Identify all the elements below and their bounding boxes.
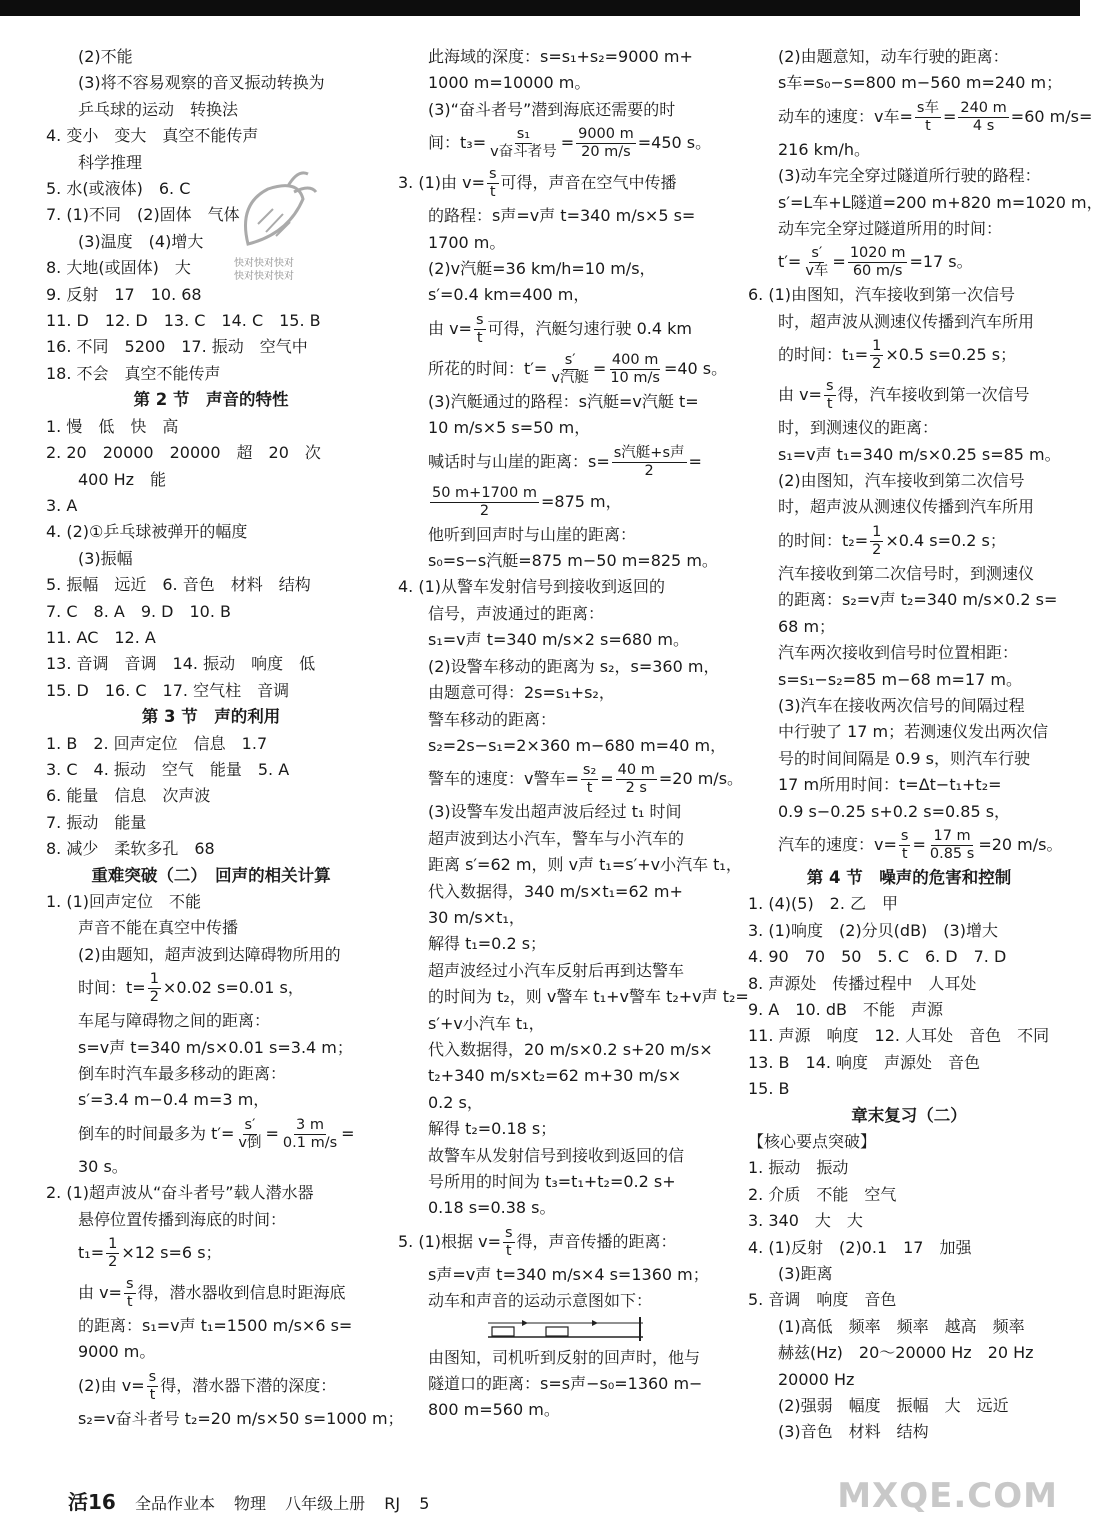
answer-line: 2. 介质 不能 空气 <box>748 1184 897 1204</box>
answer-line: (3)汽艇通过的路程：s汽艇=v汽艇 t= <box>428 391 699 411</box>
fraction <box>803 245 830 280</box>
answer-line: (3)将不容易观察的音叉振动转换为 <box>78 73 325 93</box>
answer-line <box>398 1222 736 1262</box>
answer-line: 号的时间间隔是 0.9 s，则汽车行驶 <box>778 748 1030 768</box>
answer-line: 30 m/s×t₁， <box>428 907 525 927</box>
answer-line: 5. 水(或液体) 6. C <box>46 179 191 199</box>
formula-text: = <box>942 106 957 126</box>
answer-line: 9000 m。 <box>78 1342 156 1362</box>
fraction <box>148 971 161 1006</box>
footer-grade: 八年级上册 <box>285 1494 366 1513</box>
answer-line: 由题意可得：2s=s₁+s₂， <box>428 683 615 703</box>
fraction-numerator: s <box>488 166 497 183</box>
answer-line: 号所用的时间为 t₃=t₁+t₂=0.2 s+ <box>428 1172 676 1191</box>
fraction-numerator: s车 <box>916 99 939 116</box>
fraction-denominator: 20 m/s <box>581 144 631 161</box>
fraction-numerator: s <box>900 827 909 844</box>
fraction-denominator: 0.85 s <box>929 845 975 862</box>
answer-line: 【核心要点突破】 <box>748 1132 877 1151</box>
fraction-denominator: v倒 <box>238 1134 262 1151</box>
answer-line <box>46 1366 376 1406</box>
fraction-denominator: 0.1 m/s <box>282 1134 338 1151</box>
answer-line <box>748 335 1070 375</box>
answer-line: 4. (2)①乒乓球被弹开的幅度 <box>46 522 248 542</box>
formula-text: =20 m/s。 <box>978 834 1063 854</box>
answer-column-middle <box>398 44 749 1424</box>
fraction <box>870 338 883 373</box>
fraction <box>915 100 941 135</box>
fraction-numerator: s <box>825 378 834 395</box>
answer-line: 18. 不会 真空不能传声 <box>46 363 221 383</box>
fraction <box>870 524 883 559</box>
fraction-denominator: t <box>489 184 496 201</box>
answer-line: (3)音色 材料 结构 <box>778 1422 929 1442</box>
answer-line <box>748 242 1070 282</box>
answer-line: 7. C 8. A 9. D 10. B <box>46 601 232 621</box>
answer-line: 3. A <box>46 495 78 515</box>
fraction-denominator: 2 <box>872 541 882 558</box>
answer-line: 1. B 2. 回声定位 信息 1.7 <box>46 733 268 753</box>
fraction-denominator: 2 <box>149 989 159 1006</box>
answer-line: 汽车接收到第二次信号时，到测速仪 <box>778 563 1035 583</box>
answer-line: 3. (1)响度 (2)分贝(dB) (3)增大 <box>748 920 998 940</box>
formula-text: 倒车的时间最多为 t′= <box>78 1123 235 1143</box>
answer-line <box>398 163 736 203</box>
answer-line <box>748 521 1070 561</box>
answer-line: (3)汽车在接收两次信号的间隔过程 <box>778 695 1025 715</box>
fraction-denominator: t <box>586 780 593 797</box>
fraction <box>928 828 976 863</box>
fraction <box>503 1225 515 1260</box>
footer-page-number: 5 <box>419 1494 430 1513</box>
answer-line: 3. C 4. 振动 空气 能量 5. A <box>46 759 290 779</box>
answer-line: 13. B 14. 响度 声源处 音色 <box>748 1052 981 1072</box>
fraction <box>616 762 657 797</box>
answer-line <box>748 375 1070 415</box>
answer-column-right <box>748 44 1103 1446</box>
fraction-denominator: 2 <box>479 502 490 519</box>
answer-line: s′=3.4 m−0.4 m=3 m， <box>78 1090 270 1110</box>
formula-text: 间：t₃= <box>428 133 487 153</box>
answer-line: 故警车从发射信号到接收到返回的信 <box>428 1145 685 1165</box>
answer-line: 1. 振动 振动 <box>748 1158 849 1178</box>
answer-line: 8. 大地(或固体) 大 <box>46 258 191 278</box>
formula-text: 的时间：t₂= <box>778 530 869 550</box>
answer-line: (3)“奋斗者号”潜到海底还需要的时 <box>428 99 676 119</box>
answer-line: 5. 振幅 远近 6. 音色 材料 结构 <box>46 575 311 595</box>
fraction-denominator: 2 <box>108 1254 118 1271</box>
answer-line: 的路程：s声=v声 t=340 m/s×5 s= <box>428 206 696 226</box>
footer-edition: RJ <box>384 1494 401 1513</box>
answer-line: 11. D 12. D 13. C 14. C 15. B <box>46 311 321 331</box>
fraction <box>608 352 662 387</box>
fraction <box>576 126 636 161</box>
answer-line: 4. (1)从警车发射信号到接收到返回的 <box>398 577 666 597</box>
formula-text: 动车的速度：v车= <box>778 106 913 126</box>
fraction-denominator: 10 m/s <box>610 369 660 386</box>
answer-line: 代入数据得，340 m/s×t₁=62 m+ <box>428 881 683 901</box>
answer-line: 30 s。 <box>78 1156 128 1176</box>
formula-text: ×0.02 s=0.01 s， <box>162 978 304 998</box>
answer-line: 时，到测速仪的距离： <box>778 418 939 438</box>
fraction <box>581 762 598 797</box>
fraction-numerator: 40 m <box>617 762 655 779</box>
formula-text: =875 m， <box>540 491 622 511</box>
formula-text: =60 m/s= <box>1010 106 1093 126</box>
fraction-numerator: 400 m <box>611 351 659 368</box>
answer-line: 11. AC 12. A <box>46 627 156 647</box>
fraction <box>147 1369 159 1404</box>
answer-line: 他听到回声时与山崖的距离： <box>428 524 637 544</box>
answer-line: s声=v声 t=340 m/s×4 s=1360 m； <box>428 1264 709 1284</box>
fraction-numerator: s′ <box>811 245 823 262</box>
fraction-numerator: 3 m <box>296 1116 324 1133</box>
formula-text: 可得，声音在空气中传播 <box>500 173 677 193</box>
answer-line: 距离 s′=62 m，则 v声 t₁=s′+v小汽车 t₁， <box>428 855 742 875</box>
answer-line: 7. 振动 能量 <box>46 812 147 832</box>
formula-text: 汽车的速度：v= <box>778 834 897 854</box>
fraction-denominator: t <box>925 117 931 134</box>
fraction <box>430 485 539 520</box>
fraction <box>899 828 911 863</box>
answer-line: 6. 能量 信息 次声波 <box>46 786 211 806</box>
answer-line: (2)强弱 幅度 振幅 大 远近 <box>778 1396 1009 1416</box>
answer-line: 800 m=560 m。 <box>428 1400 560 1420</box>
answer-line: s₁=v声 t=340 m/s×2 s=680 m。 <box>428 630 689 650</box>
fraction-denominator: v奋斗者号 <box>490 144 557 161</box>
answer-line: 动车完全穿过隧道所用的时间： <box>778 219 1003 239</box>
fraction <box>106 1236 119 1271</box>
footer-brand: 活16 <box>68 1490 116 1514</box>
section-heading: 第 4 节 噪声的危害和控制 <box>806 867 1012 887</box>
answer-line <box>748 97 1093 137</box>
fraction-denominator: 60 m/s <box>852 263 903 280</box>
answer-line: 1. (4)(5) 2. 乙 甲 <box>748 894 899 914</box>
answer-line <box>46 1273 376 1313</box>
formula-text: 喊话时与山崖的距离：s= <box>428 451 610 471</box>
formula-text: 由 v= <box>778 385 822 405</box>
formula-text: 5. (1)根据 v= <box>398 1231 501 1251</box>
answer-line: 2. 20 20000 20000 超 20 次 <box>46 443 321 463</box>
train-car <box>492 1327 514 1336</box>
answer-line: (2)v汽艇=36 km/h=10 m/s， <box>428 259 656 279</box>
answer-line: s₀=s−s汽艇=875 m−50 m=825 m。 <box>428 551 718 571</box>
formula-text: =450 s。 <box>637 133 712 153</box>
answer-line: s=v声 t=340 m/s×0.01 s=3.4 m； <box>78 1037 353 1057</box>
answer-line <box>46 1233 376 1273</box>
fraction-numerator: 17 m <box>933 827 971 844</box>
formula-text: = <box>832 252 846 272</box>
formula-text: = <box>341 1123 355 1143</box>
answer-line: 20000 Hz <box>778 1369 855 1389</box>
fraction-numerator: s <box>475 311 484 328</box>
section-heading: 第 2 节 声音的特性 <box>133 390 289 410</box>
answer-line: 由图知，司机听到反射的回声时，他与 <box>428 1347 701 1367</box>
answer-line: 中行驶了 17 m；若测速仪发出两次信 <box>778 722 1049 742</box>
section-heading: 重难突破（二） 回声的相关计算 <box>91 865 331 885</box>
formula-text: = <box>912 834 926 854</box>
answer-line: 1700 m。 <box>428 232 506 252</box>
fraction <box>848 245 908 280</box>
formula-text: 由 v= <box>78 1283 122 1303</box>
fraction <box>487 166 499 201</box>
formula-text: 警车的速度：v警车= <box>428 769 579 789</box>
fraction-numerator: s′ <box>564 351 576 368</box>
watermark: MXQE.COM <box>837 1476 1058 1516</box>
formula-text: = <box>560 133 575 153</box>
answer-line: 警车移动的距离： <box>428 709 557 729</box>
answer-line: 解得 t₂=0.18 s； <box>428 1119 557 1139</box>
fraction-denominator: v汽艇 <box>551 369 589 386</box>
answer-line: 悬停位置传播到海底的时间： <box>78 1209 287 1229</box>
train-sound-diagram <box>398 1315 736 1345</box>
formula-text: 3. (1)由 v= <box>398 173 485 193</box>
formula-text: t₁= <box>78 1243 105 1263</box>
fraction-numerator: 9000 m <box>578 126 634 143</box>
answer-line <box>398 349 736 389</box>
formula-text: 由 v= <box>428 318 472 338</box>
formula-text: = <box>600 769 614 789</box>
answer-column-left <box>46 44 404 1432</box>
answer-line: 17 m所用时间：t=Δt−t₁+t₂= <box>778 775 1002 795</box>
fraction-numerator: s <box>125 1276 134 1293</box>
answer-line: 3. 340 大 大 <box>748 1211 863 1231</box>
formula-text: = <box>592 358 607 378</box>
formula-text: ×0.5 s=0.25 s； <box>885 345 1017 365</box>
answer-line: (3)振幅 <box>78 548 133 568</box>
answer-line: (2)由图知，汽车接收到第二次信号 <box>778 471 1025 491</box>
footer-book: 全品作业本 <box>134 1494 215 1513</box>
fraction-denominator: t <box>149 1386 156 1403</box>
answer-line: (2)由题意知，动车行驶的距离： <box>778 47 1009 66</box>
formula-text: 得，潜水器收到信息时距海底 <box>137 1283 346 1303</box>
answer-line: 乒乓球的运动 转换法 <box>78 99 239 119</box>
formula-text: t′= <box>778 252 802 272</box>
fraction-numerator: 1020 m <box>849 245 906 262</box>
answer-line: 车尾与障碍物之间的距离： <box>78 1011 271 1031</box>
answer-line: s₂=2s−s₁=2×360 m−680 m=40 m， <box>428 735 727 755</box>
mascot-caption <box>234 257 294 283</box>
answer-line <box>398 759 744 799</box>
answer-line <box>398 123 736 163</box>
answer-line: 13. 音调 音调 14. 振动 响度 低 <box>46 654 316 674</box>
formula-text: ×0.4 s=0.2 s； <box>885 530 1006 550</box>
answer-line: 超声波到达小汽车，警车与小汽车的 <box>428 828 685 848</box>
answer-line <box>46 1114 376 1154</box>
fraction-denominator: t <box>826 396 833 413</box>
answer-line: 2. (1)超声波从“奋斗者号”载人潜水器 <box>46 1183 314 1203</box>
fraction-denominator: 2 s <box>625 780 647 797</box>
fraction-numerator: 1 <box>149 971 159 988</box>
answer-line: 8. 声源处 传播过程中 人耳处 <box>748 973 977 993</box>
fraction <box>488 126 559 161</box>
answer-line: 时，超声波从测速仪传播到汽车所用 <box>778 311 1035 331</box>
fraction-numerator: 1 <box>872 338 882 355</box>
fraction-denominator: 2 <box>872 356 882 373</box>
answer-line: 16. 不同 5200 17. 振动 空气中 <box>46 337 308 357</box>
fraction <box>236 1117 263 1152</box>
answer-line: s₁=v声 t₁=340 m/s×0.25 s=85 m。 <box>778 444 1061 464</box>
formula-text: (2)由 v= <box>78 1375 145 1395</box>
answer-line: s′=L车+L隧道=200 m+820 m=1020 m， <box>778 192 1103 212</box>
answer-line: 时，超声波从测速仪传播到汽车所用 <box>778 497 1035 517</box>
answer-line <box>398 482 736 522</box>
fraction-numerator: 240 m <box>960 99 1007 116</box>
answer-line: 倒车时汽车最多移动的距离： <box>78 1064 287 1084</box>
answer-line: 5. 音调 响度 音色 <box>748 1290 897 1310</box>
formula-text: =17 s。 <box>909 252 973 272</box>
answer-line <box>398 442 736 482</box>
answer-line: 0.2 s， <box>428 1092 483 1112</box>
formula-text: =40 s。 <box>663 358 728 378</box>
fraction-numerator: s₁ <box>516 126 531 143</box>
answer-line: 10 m/s×5 s=50 m， <box>428 418 591 438</box>
answer-line: 8. 减少 柔软多孔 68 <box>46 839 215 859</box>
mascot-caption-line: 快对快对快对 <box>234 271 294 282</box>
fraction-denominator: 4 s <box>972 117 995 134</box>
fraction-numerator: s <box>504 1224 513 1241</box>
answer-line: 15. D 16. C 17. 空气柱 音调 <box>46 680 290 700</box>
answer-line: (3)距离 <box>778 1264 833 1284</box>
fraction-denominator: t <box>901 845 908 862</box>
answer-line: 科学推理 <box>78 152 143 172</box>
answer-line: 的距离：s₁=v声 t₁=1500 m/s×6 s= <box>78 1316 353 1336</box>
section-heading: 章末复习（二） <box>851 1105 967 1125</box>
answer-line: 4. (1)反射 (2)0.1 17 加强 <box>748 1237 972 1257</box>
answer-line: 6. (1)由图知，汽车接收到第一次信号 <box>748 285 1016 305</box>
answer-line: 1. 慢 低 快 高 <box>46 416 179 436</box>
answer-line: (3)设警车发出超声波后经过 t₁ 时间 <box>428 802 682 822</box>
answer-line: 声音不能在真空中传播 <box>78 918 239 938</box>
footer-subject: 物理 <box>234 1494 267 1513</box>
answer-line: 9. A 10. dB 不能 声源 <box>748 999 943 1019</box>
answer-line: s=s₁−s₂=85 m−68 m=17 m。 <box>778 669 1022 689</box>
page-footer <box>68 1486 443 1515</box>
answer-line: 的距离：s₂=v声 t₂=340 m/s×0.2 s= <box>778 590 1058 610</box>
fraction-numerator: s₂ <box>582 762 597 779</box>
answer-line: t₂+340 m/s×t₂=62 m+30 m/s× <box>428 1066 682 1086</box>
fraction-denominator: t <box>126 1294 133 1311</box>
fraction <box>612 445 687 480</box>
formula-text: 得，潜水器下潜的深度： <box>160 1375 337 1395</box>
answer-line <box>748 825 1070 865</box>
answer-line: 68 m； <box>778 616 836 636</box>
train-car <box>546 1327 568 1336</box>
fraction-denominator: v车 <box>805 263 829 280</box>
formula-text: = <box>688 451 702 471</box>
answer-line: 4. 变小 变大 真空不能传声 <box>46 126 259 146</box>
answer-line: 400 Hz 能 <box>78 469 167 489</box>
formula-text: 得，汽车接收到第一次信号 <box>837 385 1030 405</box>
fraction-denominator: 2 <box>644 462 654 479</box>
sound-arrow-icon <box>592 1320 598 1326</box>
answer-line: 代入数据得，20 m/s×0.2 s+20 m/s× <box>428 1039 713 1059</box>
answer-line <box>46 968 376 1008</box>
answer-line: 15. B <box>748 1079 790 1099</box>
answer-line: 0.18 s=0.38 s。 <box>428 1198 556 1218</box>
answer-line: 动车和声音的运动示意图如下： <box>428 1291 653 1311</box>
top-border <box>0 0 1080 16</box>
answer-line: 汽车两次接收到信号时位置相距： <box>778 643 1019 663</box>
fraction-numerator: s′ <box>244 1116 256 1133</box>
answer-line: 的时间为 t₂，则 v警车 t₁+v警车 t₂+v声 t₂= <box>428 987 749 1007</box>
answer-line: 赫兹(Hz) 20～20000 Hz 20 Hz <box>778 1343 1034 1363</box>
fraction-denominator: t <box>505 1242 512 1259</box>
answer-line: 解得 t₁=0.2 s； <box>428 934 547 954</box>
answer-line: s′+v小汽车 t₁， <box>428 1013 545 1033</box>
answer-line: (2)设警车移动的距离为 s₂，s=360 m， <box>428 656 720 676</box>
answer-line: (2)由题知，超声波到达障碍物所用的 <box>78 944 341 964</box>
answer-line: s车=s₀−s=800 m−560 m=240 m； <box>778 73 1063 93</box>
answer-line: s′=0.4 km=400 m， <box>428 285 590 305</box>
fraction <box>124 1276 136 1311</box>
answer-line: (2)不能 <box>78 47 133 66</box>
fraction <box>958 100 1008 135</box>
formula-text: 的时间：t₁= <box>778 345 869 365</box>
answer-line: 4. 90 70 50 5. C 6. D 7. D <box>748 947 1007 967</box>
formula-text: ×12 s=6 s； <box>121 1243 222 1263</box>
formula-text: 得，声音传播的距离： <box>516 1231 677 1251</box>
fraction-denominator: t <box>476 329 483 346</box>
section-heading: 第 3 节 声的利用 <box>141 707 281 727</box>
fraction-numerator: 1 <box>108 1236 118 1253</box>
answer-line: (3)温度 (4)增大 <box>78 231 204 251</box>
answer-line: s₂=v奋斗者号 t₂=20 m/s×50 s=1000 m； <box>78 1408 404 1428</box>
answer-line: 7. (1)不同 (2)固体 气体 <box>46 205 240 225</box>
fraction <box>474 312 486 347</box>
formula-text: = <box>265 1123 279 1143</box>
answer-line <box>398 309 736 349</box>
fraction-numerator: s <box>148 1368 157 1385</box>
answer-line: 216 km/h。 <box>778 139 871 159</box>
mascot-caption-line: 快对快对快对 <box>234 258 294 269</box>
formula-text: 所花的时间：t′= <box>428 358 548 378</box>
answer-line: 超声波经过小汽车反射后再到达警车 <box>428 960 685 980</box>
sound-arrow-icon <box>522 1320 528 1326</box>
answer-line: 隧道口的距离：s=s声−s₀=1360 m− <box>428 1374 703 1394</box>
fraction-numerator: 50 m+1700 m <box>432 484 537 501</box>
fraction <box>549 352 591 387</box>
fraction <box>824 378 836 413</box>
formula-text: 可得，汽艇匀速行驶 0.4 km <box>487 318 693 338</box>
answer-line: 1000 m=10000 m。 <box>428 73 591 93</box>
answer-line: 0.9 s−0.25 s+0.2 s=0.85 s， <box>778 801 1011 821</box>
fraction-numerator: s汽艇+s声 <box>613 444 685 461</box>
formula-text: =20 m/s。 <box>658 769 744 789</box>
answer-line: (3)动车完全穿过隧道所行驶的路程： <box>778 166 1041 186</box>
formula-text: 时间：t= <box>78 978 146 998</box>
answer-line: 1. (1)回声定位 不能 <box>46 892 202 911</box>
fraction <box>281 1117 339 1152</box>
answer-line: 此海域的深度：s=s₁+s₂=9000 m+ <box>428 47 693 66</box>
fraction-numerator: 1 <box>872 523 882 540</box>
answer-line: 信号，声波通过的距离： <box>428 603 605 623</box>
answer-line: (1)高低 频率 频率 越高 频率 <box>778 1316 1025 1336</box>
answer-line: 11. 声源 响度 12. 人耳处 音色 不同 <box>748 1026 1050 1046</box>
answer-line: 9. 反射 17 10. 68 <box>46 284 202 304</box>
